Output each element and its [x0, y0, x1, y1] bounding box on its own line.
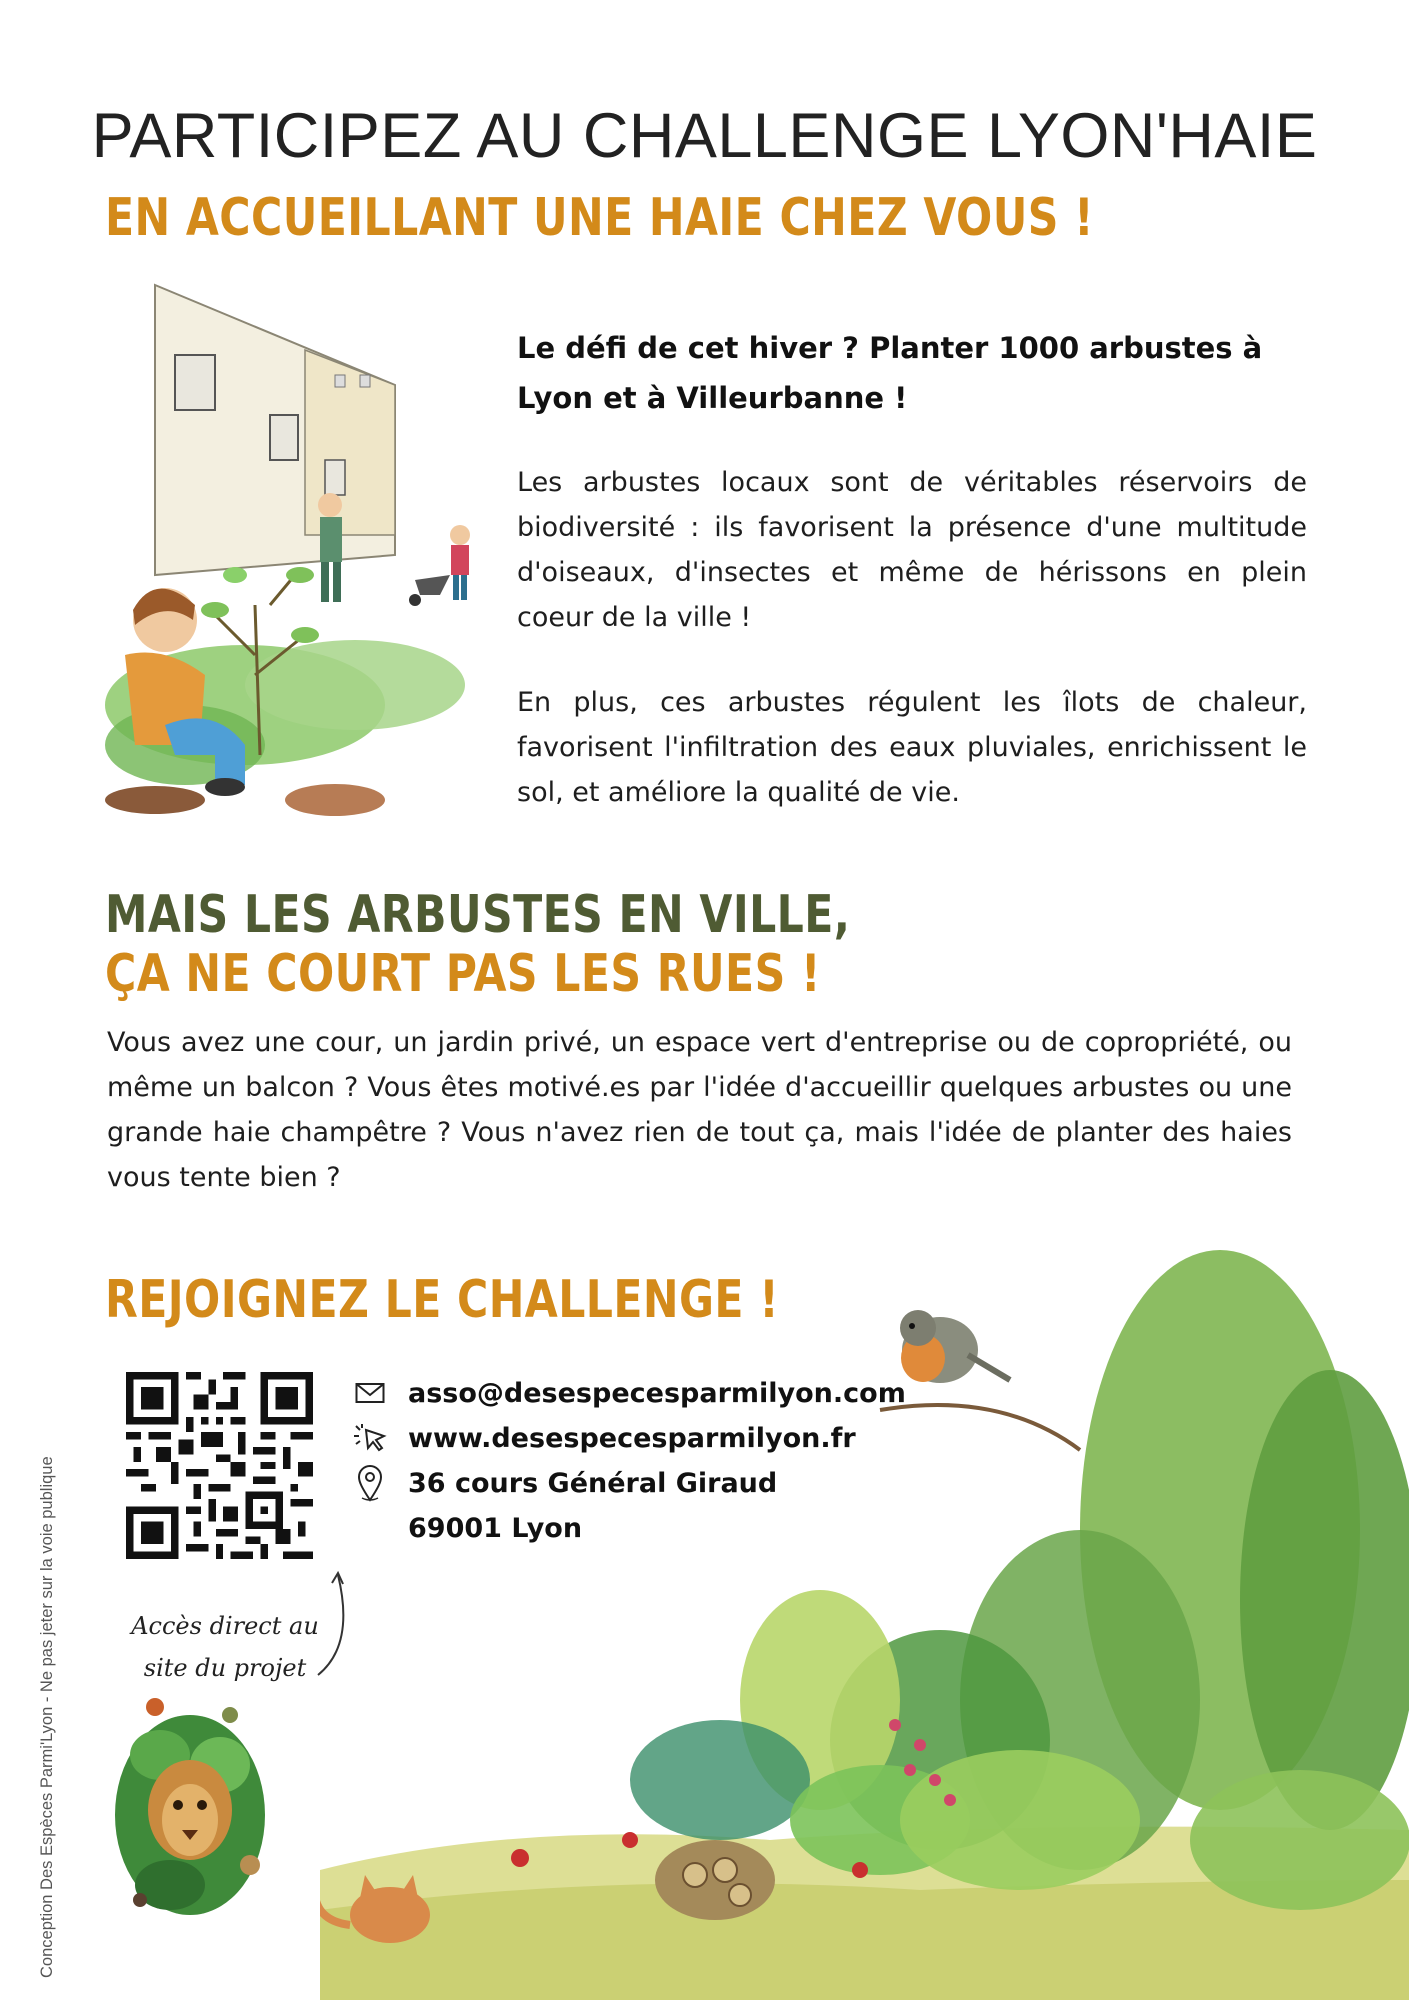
intro-paragraph-benefits: En plus, ces arbustes régulent les îlots de chaleur, favorisent l'infiltration des eaux pluviales, enrichissent le sol, et améliore la qualité de vie. [517, 687, 1307, 808]
contact-address-line1: 36 cours Général Giraud [408, 1467, 778, 1499]
section-paragraph: Vous avez une cour, un jardin privé, un espace vert d'entreprise ou de copropriété, ou même un balcon ? Vous êtes motivé.es par l'idée d'accueillir quelques arbustes ou une grande haie champêtre ? Vous n'avez rien de tout ça, mais l'idée de planter des haies vous tente bien ? [107, 1027, 1292, 1193]
section-heading-line2: ÇA NE COURT PAS LES RUES ! [105, 944, 821, 1004]
gardening-illustration [95, 275, 490, 820]
page-title: PARTICIPEZ AU CHALLENGE LYON'HAIE [91, 101, 1318, 171]
qr-code[interactable] [126, 1372, 313, 1559]
contact-address-line2: 69001 Lyon [408, 1512, 583, 1544]
contact-website[interactable]: www.desespecesparmilyon.fr [408, 1422, 856, 1454]
contact-email[interactable]: asso@desespecesparmilyon.com [408, 1377, 906, 1409]
organisation-logo [110, 1695, 270, 1920]
intro-headline: Le défi de cet hiver ? Planter 1000 arbustes à Lyon et à Villeurbanne ! [517, 331, 1263, 415]
cta-heading: REJOIGNEZ LE CHALLENGE ! [105, 1270, 780, 1330]
side-credit: Conception Des Espèces Parmi'Lyon - Ne pas jeter sur la voie publique [38, 1456, 56, 1978]
page-subtitle: EN ACCUEILLANT UNE HAIE CHEZ VOUS ! [105, 188, 1094, 248]
hedge-illustration [320, 1180, 1409, 2000]
intro-paragraph-biodiversity: Les arbustes locaux sont de véritables réservoirs de biodiversité : ils favorisent la présence d'une multitude d'oiseaux, d'insectes et même de hérissons en plein coeur de la ville ! [517, 467, 1307, 633]
section-heading-line1: MAIS LES ARBUSTES EN VILLE, [105, 885, 851, 945]
qr-caption: Accès direct au site du projet [131, 1612, 319, 1682]
